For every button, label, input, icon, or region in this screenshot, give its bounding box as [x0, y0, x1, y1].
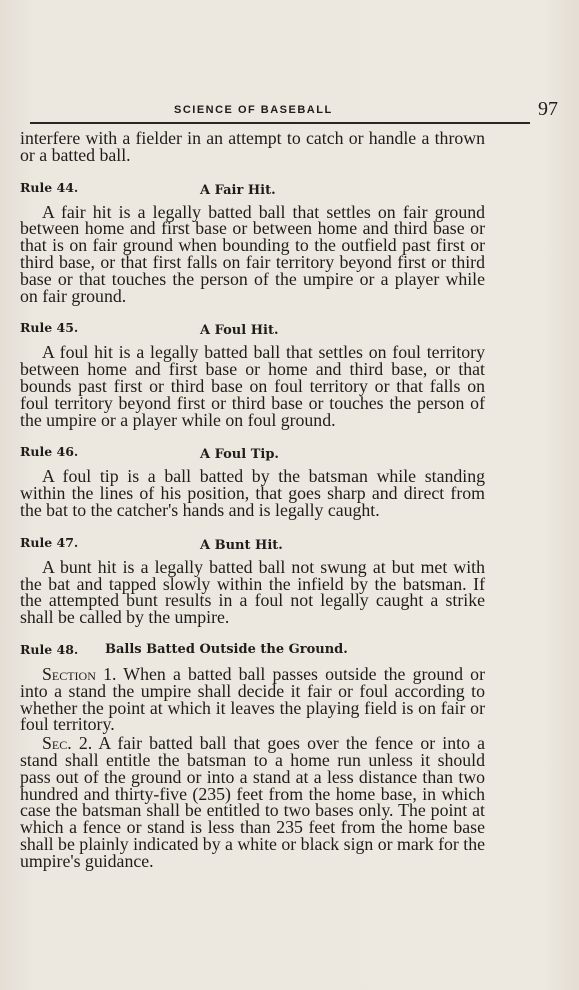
rule-paragraph: [20, 735, 485, 869]
page-body: [20, 130, 485, 870]
running-head-title: SCIENCE OF BASEBALL: [174, 104, 333, 116]
rule-paragraph: A fair hit is a legally batted ball that settles on fair ground between home and first base or between home and third base or that is on fair ground when bounding to the outfield past first or third base, or that first falls on fair territory beyond first or third base or that touches the person of the umpire or a player while on fair ground.: [20, 201, 485, 306]
rule-heading: [20, 640, 485, 660]
section-text: When a batted ball passes outside the ground or into a stand the umpire shall decide it fair or foul according to whether the point at which it leaves the playing field is on fair or foul territory.: [20, 663, 485, 735]
header-rule: [30, 122, 530, 124]
section-text: A fair batted ball that goes over the fence or into a stand shall entitle the batsman to a home run unless it should pass out of the ground or into a stand at a less distance than two hundred and thirty-five (235) feet from the home base, in which case the batsman shall be entitled to two bases only. The point at which a fence or stand is less than 235 feet from the home base shall be plainly indicated by a white or black sign or mark for the umpire's guidance.: [20, 733, 485, 871]
rule-title: Balls Batted Outside the Ground.: [105, 641, 348, 657]
continued-paragraph: interfere with a fielder in an attempt to catch or handle a thrown or a batted ball.: [20, 128, 485, 165]
rule-paragraph: A foul tip is a ball batted by the batsman while standing within the lines of his position, that goes sharp and direct from the bat to the catcher's hands and is legally caught.: [20, 466, 485, 520]
rule-heading: [20, 533, 485, 553]
section-label: Sec. 2.: [42, 733, 93, 754]
rule-heading: [20, 318, 485, 338]
rule-paragraph: A bunt hit is a legally batted ball not swung at but met with the bat and tapped slowly within the infield by the batsman. If the attempted bunt results in a foul not legally caught a strike shall be called by the umpire.: [20, 556, 485, 628]
rule-number: Rule 44.: [20, 179, 79, 195]
rule-paragraph: [20, 663, 485, 735]
rule-heading: [20, 178, 485, 198]
section-label: Section 1.: [42, 663, 117, 684]
rule-number: Rule 48.: [20, 641, 79, 657]
rule-title: A Foul Tip.: [200, 447, 279, 463]
rule-title: A Foul Hit.: [200, 323, 279, 339]
rule-number: Rule 47.: [20, 534, 79, 550]
rule-number: Rule 46.: [20, 444, 79, 460]
rule-number: Rule 45.: [20, 320, 79, 336]
rule-heading: [20, 442, 485, 462]
page-number: 97: [538, 98, 558, 120]
rule-paragraph: A foul hit is a legally batted ball that settles on foul territory between home and first base or home and third base, or that bounds past first or third base on foul territory or that falls on foul territory beyond first or third base or touches the person of the umpire or a player while on foul ground.: [20, 342, 485, 430]
rule-title: A Bunt Hit.: [200, 537, 283, 553]
running-header: [30, 98, 558, 124]
rule-title: A Fair Hit.: [200, 182, 276, 198]
